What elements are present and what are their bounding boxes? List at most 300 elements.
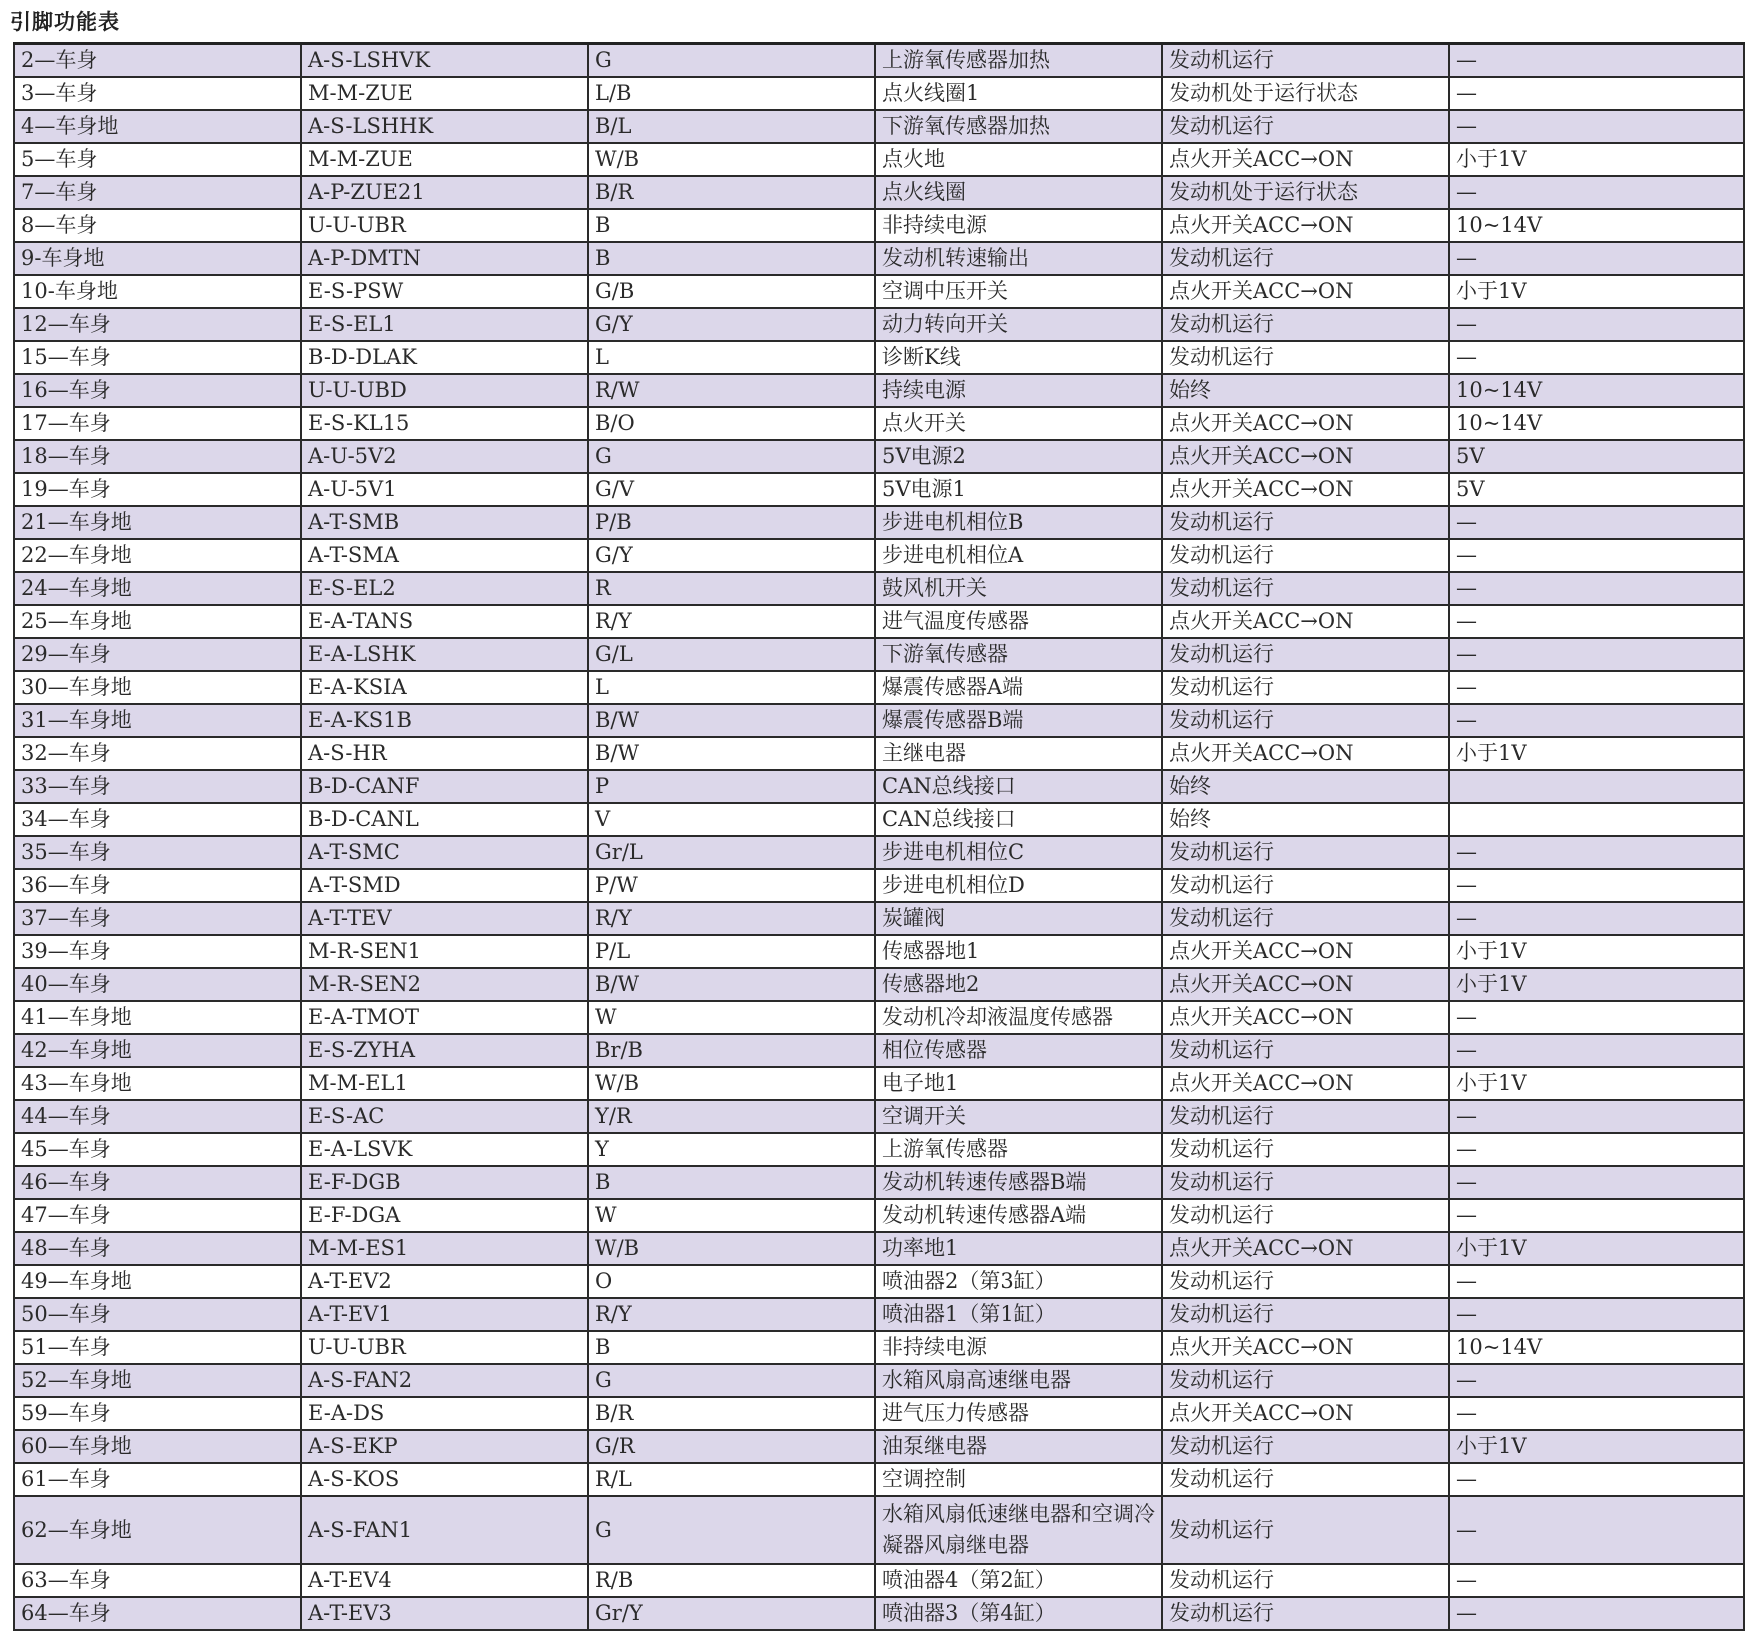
- pin-cell: 19—车身: [14, 473, 301, 506]
- table-row: [14, 1564, 1744, 1597]
- function-cell: 点火地: [875, 143, 1162, 176]
- function-cell: 步进电机相位B: [875, 506, 1162, 539]
- table-row: [14, 770, 1744, 803]
- value-cell: —: [1449, 869, 1744, 902]
- table-row: [14, 1364, 1744, 1397]
- condition-cell: 点火开关ACC→ON: [1162, 737, 1449, 770]
- wire-color-cell: Y: [588, 1133, 875, 1166]
- pin-cell: 48—车身: [14, 1232, 301, 1265]
- pin-cell: 47—车身: [14, 1199, 301, 1232]
- wire-color-cell: Gr/Y: [588, 1597, 875, 1630]
- value-cell: 小于1V: [1449, 143, 1744, 176]
- value-cell: —: [1449, 902, 1744, 935]
- table-row: [14, 1232, 1744, 1265]
- table-row: [14, 506, 1744, 539]
- value-cell: —: [1449, 77, 1744, 110]
- wire-color-cell: B/L: [588, 110, 875, 143]
- pin-cell: 46—车身: [14, 1166, 301, 1199]
- wire-color-cell: R: [588, 572, 875, 605]
- value-cell: —: [1449, 1564, 1744, 1597]
- condition-cell: 发动机运行: [1162, 1133, 1449, 1166]
- signal-code-cell: A-S-LSHHK: [301, 110, 588, 143]
- pin-cell: 42—车身地: [14, 1034, 301, 1067]
- signal-code-cell: A-P-ZUE21: [301, 176, 588, 209]
- pin-cell: 40—车身: [14, 968, 301, 1001]
- pin-cell: 18—车身: [14, 440, 301, 473]
- wire-color-cell: B/R: [588, 1397, 875, 1430]
- function-cell: 油泵继电器: [875, 1430, 1162, 1463]
- table-row: [14, 209, 1744, 242]
- pin-cell: 52—车身地: [14, 1364, 301, 1397]
- pin-cell: 62—车身地: [14, 1496, 301, 1564]
- function-cell: 主继电器: [875, 737, 1162, 770]
- wire-color-cell: Y/R: [588, 1100, 875, 1133]
- signal-code-cell: E-A-LSHK: [301, 638, 588, 671]
- signal-code-cell: A-T-SMA: [301, 539, 588, 572]
- value-cell: —: [1449, 1199, 1744, 1232]
- value-cell: —: [1449, 704, 1744, 737]
- wire-color-cell: L/B: [588, 77, 875, 110]
- pin-cell: 5—车身: [14, 143, 301, 176]
- value-cell: 5V: [1449, 473, 1744, 506]
- table-row: [14, 1166, 1744, 1199]
- signal-code-cell: U-U-UBR: [301, 209, 588, 242]
- pin-cell: 39—车身: [14, 935, 301, 968]
- table-row: [14, 902, 1744, 935]
- signal-code-cell: A-T-EV4: [301, 1564, 588, 1597]
- value-cell: —: [1449, 539, 1744, 572]
- condition-cell: 点火开关ACC→ON: [1162, 440, 1449, 473]
- condition-cell: 发动机运行: [1162, 572, 1449, 605]
- value-cell: —: [1449, 506, 1744, 539]
- function-cell: 上游氧传感器: [875, 1133, 1162, 1166]
- wire-color-cell: B: [588, 1331, 875, 1364]
- condition-cell: 点火开关ACC→ON: [1162, 1232, 1449, 1265]
- signal-code-cell: E-A-KS1B: [301, 704, 588, 737]
- pin-cell: 41—车身地: [14, 1001, 301, 1034]
- wire-color-cell: W/B: [588, 1067, 875, 1100]
- signal-code-cell: B-D-CANF: [301, 770, 588, 803]
- function-cell: 步进电机相位D: [875, 869, 1162, 902]
- signal-code-cell: A-T-EV1: [301, 1298, 588, 1331]
- condition-cell: 发动机运行: [1162, 1265, 1449, 1298]
- function-cell: 水箱风扇低速继电器和空调冷凝器风扇继电器: [875, 1496, 1162, 1564]
- pin-cell: 9-车身地: [14, 242, 301, 275]
- function-cell: 爆震传感器B端: [875, 704, 1162, 737]
- table-row: [14, 275, 1744, 308]
- pin-cell: 12—车身: [14, 308, 301, 341]
- value-cell: —: [1449, 671, 1744, 704]
- wire-color-cell: G: [588, 1496, 875, 1564]
- value-cell: —: [1449, 1166, 1744, 1199]
- pin-cell: 30—车身地: [14, 671, 301, 704]
- pin-cell: 63—车身: [14, 1564, 301, 1597]
- value-cell: —: [1449, 605, 1744, 638]
- signal-code-cell: M-M-ES1: [301, 1232, 588, 1265]
- table-row: [14, 1430, 1744, 1463]
- function-cell: CAN总线接口: [875, 770, 1162, 803]
- table-row: [14, 44, 1744, 78]
- wire-color-cell: G/B: [588, 275, 875, 308]
- pin-cell: 45—车身: [14, 1133, 301, 1166]
- condition-cell: 点火开关ACC→ON: [1162, 605, 1449, 638]
- value-cell: 小于1V: [1449, 935, 1744, 968]
- signal-code-cell: E-A-TANS: [301, 605, 588, 638]
- signal-code-cell: A-T-SMB: [301, 506, 588, 539]
- condition-cell: 点火开关ACC→ON: [1162, 1001, 1449, 1034]
- pin-cell: 16—车身: [14, 374, 301, 407]
- pin-cell: 49—车身地: [14, 1265, 301, 1298]
- page-title: 引脚功能表: [10, 10, 120, 34]
- wire-color-cell: G: [588, 440, 875, 473]
- value-cell: —: [1449, 242, 1744, 275]
- wire-color-cell: G/R: [588, 1430, 875, 1463]
- value-cell: —: [1449, 1034, 1744, 1067]
- condition-cell: 发动机运行: [1162, 1166, 1449, 1199]
- table-row: [14, 374, 1744, 407]
- pin-cell: 44—车身: [14, 1100, 301, 1133]
- table-row: [14, 1298, 1744, 1331]
- wire-color-cell: W: [588, 1001, 875, 1034]
- condition-cell: 点火开关ACC→ON: [1162, 143, 1449, 176]
- table-row: [14, 308, 1744, 341]
- condition-cell: 发动机运行: [1162, 902, 1449, 935]
- value-cell: —: [1449, 110, 1744, 143]
- wire-color-cell: Br/B: [588, 1034, 875, 1067]
- value-cell: 10~14V: [1449, 1331, 1744, 1364]
- value-cell: —: [1449, 1597, 1744, 1630]
- wire-color-cell: R/Y: [588, 605, 875, 638]
- condition-cell: 点火开关ACC→ON: [1162, 1397, 1449, 1430]
- pin-cell: 64—车身: [14, 1597, 301, 1630]
- table-row: [14, 473, 1744, 506]
- wire-color-cell: G/L: [588, 638, 875, 671]
- table-row: [14, 671, 1744, 704]
- table-row: [14, 704, 1744, 737]
- wire-color-cell: P/L: [588, 935, 875, 968]
- signal-code-cell: E-S-ZYHA: [301, 1034, 588, 1067]
- table-row: [14, 737, 1744, 770]
- wire-color-cell: R/W: [588, 374, 875, 407]
- wire-color-cell: P: [588, 770, 875, 803]
- signal-code-cell: A-U-5V1: [301, 473, 588, 506]
- function-cell: 点火开关: [875, 407, 1162, 440]
- pin-cell: 37—车身: [14, 902, 301, 935]
- value-cell: [1449, 803, 1744, 836]
- table-row: [14, 539, 1744, 572]
- table-row: [14, 1100, 1744, 1133]
- signal-code-cell: A-U-5V2: [301, 440, 588, 473]
- condition-cell: 发动机运行: [1162, 110, 1449, 143]
- function-cell: 进气温度传感器: [875, 605, 1162, 638]
- condition-cell: 点火开关ACC→ON: [1162, 209, 1449, 242]
- value-cell: 小于1V: [1449, 1430, 1744, 1463]
- table-row: [14, 1463, 1744, 1496]
- condition-cell: 始终: [1162, 803, 1449, 836]
- condition-cell: 点火开关ACC→ON: [1162, 473, 1449, 506]
- condition-cell: 发动机运行: [1162, 506, 1449, 539]
- function-cell: 功率地1: [875, 1232, 1162, 1265]
- condition-cell: 点火开关ACC→ON: [1162, 968, 1449, 1001]
- function-cell: 喷油器4（第2缸）: [875, 1564, 1162, 1597]
- table-row: [14, 638, 1744, 671]
- condition-cell: 点火开关ACC→ON: [1162, 275, 1449, 308]
- pin-cell: 60—车身地: [14, 1430, 301, 1463]
- condition-cell: 发动机运行: [1162, 1597, 1449, 1630]
- pin-cell: 43—车身地: [14, 1067, 301, 1100]
- table-row: [14, 1034, 1744, 1067]
- signal-code-cell: E-A-LSVK: [301, 1133, 588, 1166]
- condition-cell: 发动机运行: [1162, 638, 1449, 671]
- signal-code-cell: A-P-DMTN: [301, 242, 588, 275]
- condition-cell: 发动机处于运行状态: [1162, 176, 1449, 209]
- value-cell: —: [1449, 1133, 1744, 1166]
- condition-cell: 始终: [1162, 770, 1449, 803]
- signal-code-cell: A-T-EV3: [301, 1597, 588, 1630]
- value-cell: —: [1449, 1364, 1744, 1397]
- value-cell: —: [1449, 1463, 1744, 1496]
- value-cell: 小于1V: [1449, 1067, 1744, 1100]
- signal-code-cell: E-F-DGA: [301, 1199, 588, 1232]
- value-cell: —: [1449, 1001, 1744, 1034]
- signal-code-cell: A-S-KOS: [301, 1463, 588, 1496]
- wire-color-cell: B/W: [588, 704, 875, 737]
- wire-color-cell: L: [588, 341, 875, 374]
- pin-cell: 15—车身: [14, 341, 301, 374]
- function-cell: 喷油器1（第1缸）: [875, 1298, 1162, 1331]
- wire-color-cell: L: [588, 671, 875, 704]
- wire-color-cell: G/V: [588, 473, 875, 506]
- table-row: [14, 836, 1744, 869]
- wire-color-cell: B: [588, 1166, 875, 1199]
- function-cell: 传感器地2: [875, 968, 1162, 1001]
- wire-color-cell: P/W: [588, 869, 875, 902]
- pin-cell: 25—车身地: [14, 605, 301, 638]
- value-cell: 小于1V: [1449, 968, 1744, 1001]
- wire-color-cell: G/Y: [588, 539, 875, 572]
- condition-cell: 发动机运行: [1162, 869, 1449, 902]
- signal-code-cell: M-M-ZUE: [301, 143, 588, 176]
- table-row: [14, 968, 1744, 1001]
- value-cell: 10~14V: [1449, 407, 1744, 440]
- pin-cell: 7—车身: [14, 176, 301, 209]
- condition-cell: 发动机运行: [1162, 242, 1449, 275]
- pin-cell: 36—车身: [14, 869, 301, 902]
- signal-code-cell: A-S-FAN2: [301, 1364, 588, 1397]
- function-cell: 电子地1: [875, 1067, 1162, 1100]
- condition-cell: 点火开关ACC→ON: [1162, 407, 1449, 440]
- function-cell: 5V电源1: [875, 473, 1162, 506]
- wire-color-cell: R/L: [588, 1463, 875, 1496]
- pin-cell: 59—车身: [14, 1397, 301, 1430]
- wire-color-cell: Gr/L: [588, 836, 875, 869]
- condition-cell: 发动机运行: [1162, 1298, 1449, 1331]
- function-cell: 喷油器2（第3缸）: [875, 1265, 1162, 1298]
- function-cell: 发动机转速传感器B端: [875, 1166, 1162, 1199]
- function-cell: 发动机转速传感器A端: [875, 1199, 1162, 1232]
- function-cell: 空调中压开关: [875, 275, 1162, 308]
- wire-color-cell: W/B: [588, 1232, 875, 1265]
- condition-cell: 点火开关ACC→ON: [1162, 1067, 1449, 1100]
- signal-code-cell: E-S-EL2: [301, 572, 588, 605]
- function-cell: 持续电源: [875, 374, 1162, 407]
- wire-color-cell: P/B: [588, 506, 875, 539]
- value-cell: —: [1449, 1100, 1744, 1133]
- table-row: [14, 605, 1744, 638]
- function-cell: 空调开关: [875, 1100, 1162, 1133]
- signal-code-cell: B-D-DLAK: [301, 341, 588, 374]
- function-cell: 点火线圈: [875, 176, 1162, 209]
- table-row: [14, 1597, 1744, 1630]
- pin-cell: 51—车身: [14, 1331, 301, 1364]
- condition-cell: 点火开关ACC→ON: [1162, 935, 1449, 968]
- pin-cell: 50—车身: [14, 1298, 301, 1331]
- table-row: [14, 1397, 1744, 1430]
- condition-cell: 发动机处于运行状态: [1162, 77, 1449, 110]
- value-cell: 小于1V: [1449, 737, 1744, 770]
- table-row: [14, 869, 1744, 902]
- wire-color-cell: B/W: [588, 968, 875, 1001]
- wire-color-cell: B/R: [588, 176, 875, 209]
- signal-code-cell: A-S-EKP: [301, 1430, 588, 1463]
- signal-code-cell: E-A-TMOT: [301, 1001, 588, 1034]
- function-cell: 步进电机相位C: [875, 836, 1162, 869]
- value-cell: —: [1449, 1265, 1744, 1298]
- table-row: [14, 440, 1744, 473]
- table-row: [14, 1265, 1744, 1298]
- signal-code-cell: E-S-AC: [301, 1100, 588, 1133]
- function-cell: 5V电源2: [875, 440, 1162, 473]
- value-cell: 小于1V: [1449, 1232, 1744, 1265]
- condition-cell: 发动机运行: [1162, 704, 1449, 737]
- signal-code-cell: M-M-ZUE: [301, 77, 588, 110]
- value-cell: —: [1449, 176, 1744, 209]
- function-cell: 发动机冷却液温度传感器: [875, 1001, 1162, 1034]
- value-cell: —: [1449, 836, 1744, 869]
- table-row: [14, 143, 1744, 176]
- signal-code-cell: U-U-UBR: [301, 1331, 588, 1364]
- function-cell: 进气压力传感器: [875, 1397, 1162, 1430]
- table-row: [14, 1133, 1744, 1166]
- signal-code-cell: E-S-KL15: [301, 407, 588, 440]
- function-cell: 非持续电源: [875, 1331, 1162, 1364]
- pin-cell: 35—车身: [14, 836, 301, 869]
- condition-cell: 发动机运行: [1162, 1496, 1449, 1564]
- signal-code-cell: A-T-EV2: [301, 1265, 588, 1298]
- pin-cell: 2—车身: [14, 44, 301, 78]
- signal-code-cell: U-U-UBD: [301, 374, 588, 407]
- value-cell: 10~14V: [1449, 374, 1744, 407]
- value-cell: —: [1449, 1496, 1744, 1564]
- pin-cell: 8—车身: [14, 209, 301, 242]
- function-cell: 发动机转速输出: [875, 242, 1162, 275]
- table-row: [14, 1067, 1744, 1100]
- table-row: [14, 803, 1744, 836]
- table-row: [14, 1199, 1744, 1232]
- function-cell: 诊断K线: [875, 341, 1162, 374]
- pin-cell: 3—车身: [14, 77, 301, 110]
- condition-cell: 发动机运行: [1162, 1199, 1449, 1232]
- wire-color-cell: B/O: [588, 407, 875, 440]
- function-cell: 点火线圈1: [875, 77, 1162, 110]
- signal-code-cell: E-F-DGB: [301, 1166, 588, 1199]
- wire-color-cell: R/Y: [588, 1298, 875, 1331]
- wire-color-cell: W/B: [588, 143, 875, 176]
- function-cell: CAN总线接口: [875, 803, 1162, 836]
- wire-color-cell: B: [588, 242, 875, 275]
- wire-color-cell: B/W: [588, 737, 875, 770]
- table-row: [14, 572, 1744, 605]
- wire-color-cell: G/Y: [588, 308, 875, 341]
- pin-cell: 22—车身地: [14, 539, 301, 572]
- wire-color-cell: B: [588, 209, 875, 242]
- wire-color-cell: W: [588, 1199, 875, 1232]
- pin-cell: 31—车身地: [14, 704, 301, 737]
- function-cell: 传感器地1: [875, 935, 1162, 968]
- wire-color-cell: G: [588, 1364, 875, 1397]
- wire-color-cell: O: [588, 1265, 875, 1298]
- function-cell: 上游氧传感器加热: [875, 44, 1162, 78]
- table-row: [14, 77, 1744, 110]
- wire-color-cell: V: [588, 803, 875, 836]
- condition-cell: 发动机运行: [1162, 308, 1449, 341]
- condition-cell: 发动机运行: [1162, 1100, 1449, 1133]
- condition-cell: 发动机运行: [1162, 44, 1449, 78]
- value-cell: 小于1V: [1449, 275, 1744, 308]
- table-row: [14, 242, 1744, 275]
- table-row: [14, 1496, 1744, 1564]
- function-cell: 爆震传感器A端: [875, 671, 1162, 704]
- condition-cell: 发动机运行: [1162, 836, 1449, 869]
- function-cell: 相位传感器: [875, 1034, 1162, 1067]
- signal-code-cell: E-A-KSIA: [301, 671, 588, 704]
- pin-cell: 4—车身地: [14, 110, 301, 143]
- value-cell: —: [1449, 308, 1744, 341]
- pin-cell: 34—车身: [14, 803, 301, 836]
- pin-cell: 33—车身: [14, 770, 301, 803]
- signal-code-cell: A-T-SMC: [301, 836, 588, 869]
- function-cell: 水箱风扇高速继电器: [875, 1364, 1162, 1397]
- pin-table-body: [14, 44, 1744, 1631]
- table-row: [14, 935, 1744, 968]
- table-row: [14, 176, 1744, 209]
- function-cell: 动力转向开关: [875, 308, 1162, 341]
- condition-cell: 发动机运行: [1162, 1463, 1449, 1496]
- value-cell: —: [1449, 572, 1744, 605]
- table-row: [14, 407, 1744, 440]
- signal-code-cell: E-S-EL1: [301, 308, 588, 341]
- pin-cell: 10-车身地: [14, 275, 301, 308]
- signal-code-cell: A-S-HR: [301, 737, 588, 770]
- value-cell: —: [1449, 44, 1744, 78]
- pin-cell: 29—车身: [14, 638, 301, 671]
- pin-cell: 61—车身: [14, 1463, 301, 1496]
- signal-code-cell: A-S-FAN1: [301, 1496, 588, 1564]
- value-cell: 10~14V: [1449, 209, 1744, 242]
- function-cell: 非持续电源: [875, 209, 1162, 242]
- pin-cell: 17—车身: [14, 407, 301, 440]
- function-cell: 下游氧传感器: [875, 638, 1162, 671]
- condition-cell: 发动机运行: [1162, 539, 1449, 572]
- table-row: [14, 1331, 1744, 1364]
- pin-function-table: [13, 42, 1745, 1631]
- pin-cell: 32—车身: [14, 737, 301, 770]
- condition-cell: 发动机运行: [1162, 1364, 1449, 1397]
- value-cell: —: [1449, 638, 1744, 671]
- wire-color-cell: R/B: [588, 1564, 875, 1597]
- signal-code-cell: A-T-SMD: [301, 869, 588, 902]
- pin-cell: 24—车身地: [14, 572, 301, 605]
